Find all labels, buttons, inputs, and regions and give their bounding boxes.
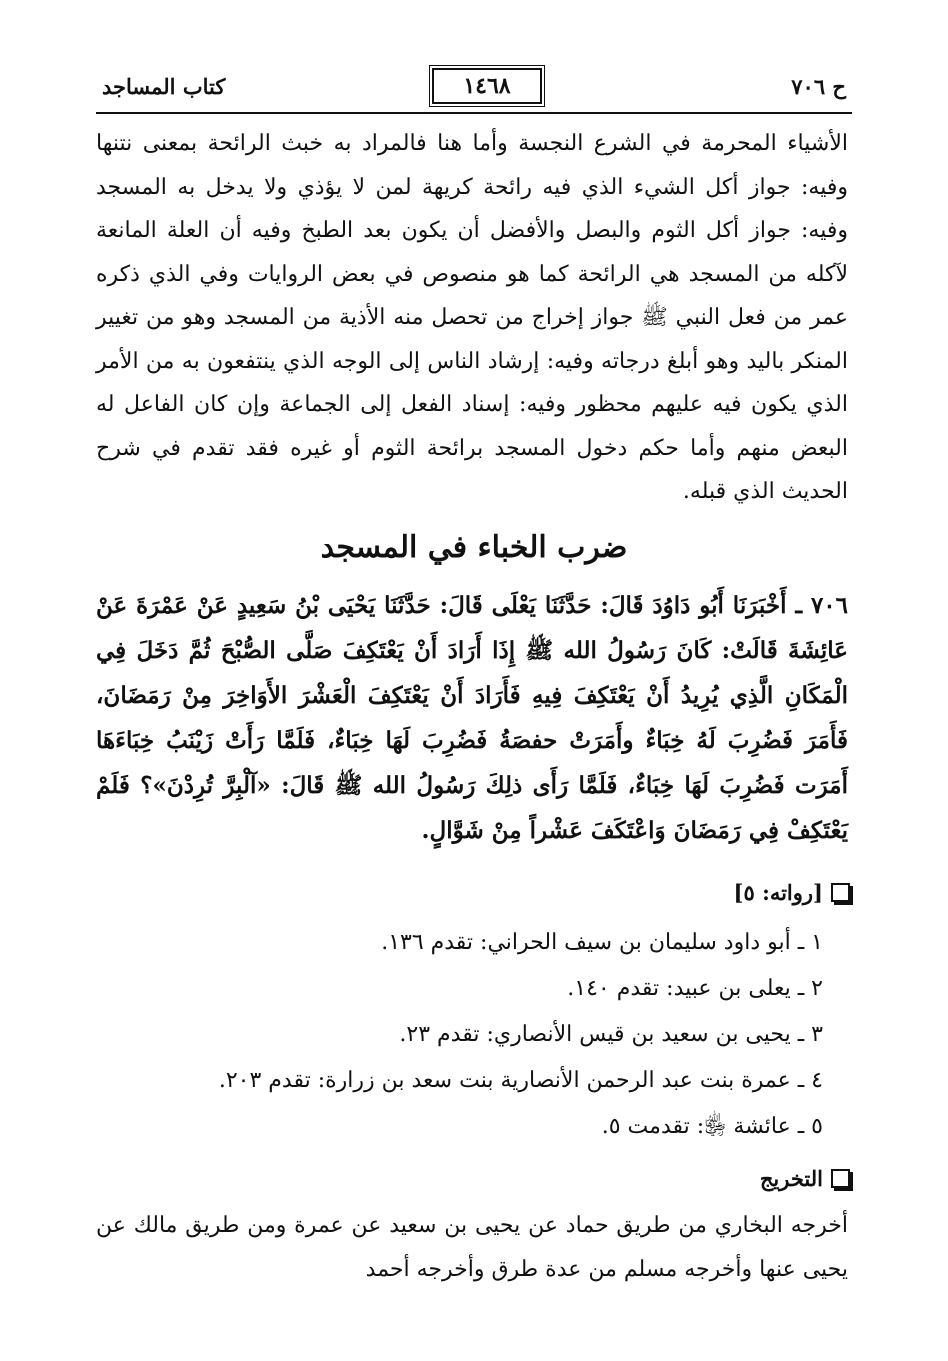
- takhrij-heading-label: التخريج: [759, 1166, 823, 1191]
- list-item: ٣ ـ يحيى بن سعيد بن قيس الأنصاري: تقدم ٢٣.: [399, 1022, 823, 1047]
- narrators-list: [96, 920, 823, 1150]
- chapter-heading: ضرب الخباء في المسجد: [320, 530, 628, 565]
- page-number: ١٤٦٨: [432, 68, 542, 104]
- list-item: ٤ ـ عمرة بنت عبد الرحمن الأنصارية بنت سعد بن زرارة: تقدم ٢٠٣.: [218, 1068, 823, 1093]
- list-item: ١ ـ أبو داود سليمان بن سيف الحراني: تقدم ١٣٦.: [381, 930, 823, 955]
- square-bullet-icon: [831, 1169, 850, 1188]
- book-title: كتاب المساجد: [102, 74, 226, 99]
- square-bullet-icon: [831, 883, 850, 902]
- takhrij-paragraph: أخرجه البخاري من طريق حماد عن يحيى بن سعيد عن عمرة ومن طريق مالك عن يحيى عنها وأخرجه مسلم من عدة طرق وأخرجه أحمد: [96, 1213, 848, 1282]
- hadith-range: ح ٧٠٦: [791, 74, 846, 99]
- page-header: [96, 68, 852, 110]
- narrators-heading-label: [رواته: ٥]: [733, 880, 823, 905]
- takhrij-section-heading: [760, 1166, 850, 1191]
- header-rule: [96, 112, 852, 114]
- commentary-paragraph: الأشياء المحرمة في الشرع النجسة وأما هنا فالمراد به خبث الرائحة بمعنى نتنها وفيه: جواز أكل الشيء الذي فيه رائحة كريهة لمن لا يؤذي ولا يدخل به المسجد وفيه: جواز أكل الثوم والبصل والأفضل أن يكون بعد الطبخ وفيه أن العلة المانعة لآكله من المسجد هي الرائحة كما هو منصوص في بعض الروايات وفي الذي ذكره عمر من فعل النبي ﷺ جواز إخراج من تحصل منه الأذية من المسجد وهو من تغيير المنكر باليد وهو أبلغ درجاته وفيه: إرشاد الناس إلى الوجه الذي ينتفعون به من الأمر الذي يكون فيه عليهم محظور وفيه: إسناد الفعل إلى الجماعة وإن كان الفاعل له البعض منهم وأما حكم دخول المسجد برائحة الثوم أو غيره فقد تقدم في شرح الحديث الذي قبله.: [96, 131, 848, 504]
- hadith-text: ٧٠٦ ـ أَخْبَرَنَا أَبُو دَاوُدَ قَالَ: حَدَّثَنَا يَعْلَى قَالَ: حَدَّثَنَا يَحْيَى بْنُ سَعِيدٍ عَنْ عَمْرَةَ عَنْ عَائِشَةَ قَالَتْ: كَانَ رَسُولُ الله ﷺ إِذَا أَرَادَ أَنْ يَعْتَكِفَ صَلَّى الصُّبْحَ ثُمَّ دَخَلَ فِي الْمَكَانِ الَّذِي يُرِيدُ أَنْ يَعْتَكِفَ فِيهِ فَأَرَادَ أَنْ يَعْتَكِفَ الْعَشْرَ الأَوَاخِرَ مِنْ رَمَضَانَ، فَأَمَرَ فَضُرِبَ لَهُ خِبَاءٌ وأَمَرَتْ حفصَةُ فَضُرِبَ لَهَا خِبَاءٌ، فَلَمَّا رَأَتْ زَيْنَبُ خِبَاءَهَا أَمَرَت فَضُرِبَ لَهَا خِبَاءٌ، فَلَمَّا رَأَى ذلِكَ رَسُولُ الله ﷺ قَالَ: «آلْبِرَّ تُرِدْنَ»؟ فَلَمْ يَعْتَكِفْ فِي رَمَضَانَ وَاعْتَكَفَ عَشْراً مِنْ شَوَّالٍ.: [96, 592, 848, 844]
- list-item: ٥ ـ عائشة ﵂: تقدمت ٥.: [601, 1114, 823, 1139]
- list-item: ٢ ـ يعلى بن عبيد: تقدم ١٤٠.: [567, 976, 823, 1001]
- narrators-section-heading: [734, 880, 850, 905]
